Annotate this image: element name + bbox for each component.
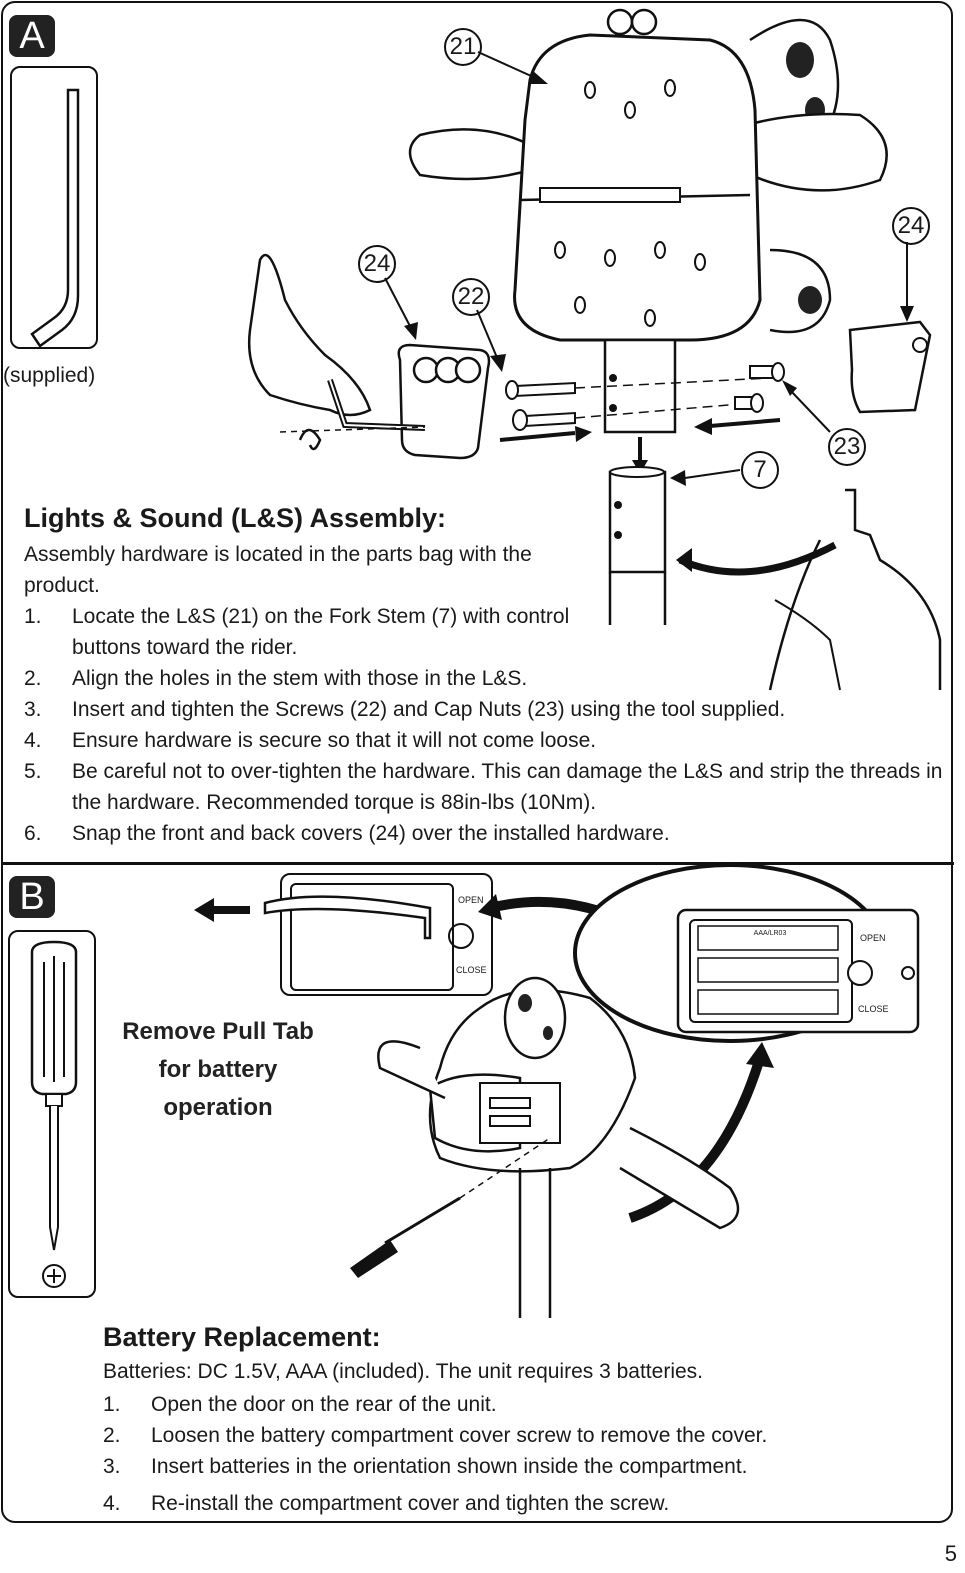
list-item: 3. Insert and tighten the Screws (22) and Cap Nuts (23) using the tool supplied. bbox=[24, 698, 786, 721]
list-item: 3. Insert batteries in the orientation shown inside the compartment. bbox=[103, 1455, 748, 1478]
compartment-open-label: OPEN bbox=[860, 933, 886, 943]
section-b-badge: B bbox=[9, 876, 55, 918]
door-open-label: OPEN bbox=[458, 895, 484, 905]
list-item: 4. Re-install the compartment cover and tighten the screw. bbox=[103, 1492, 670, 1515]
battery-label: AAA/LR03 bbox=[753, 930, 787, 937]
list-item: 2. Loosen the battery compartment cover screw to remove the cover. bbox=[103, 1424, 768, 1447]
allen-key-box bbox=[10, 66, 98, 349]
list-item: 1. Locate the L&S (21) on the Fork Stem (7) with control buttons toward the rider. bbox=[24, 605, 570, 659]
section-b-intro: Batteries: DC 1.5V, AAA (included). The unit requires 3 batteries. bbox=[103, 1360, 703, 1383]
list-item: 2. Align the holes in the stem with those in the L&S. bbox=[24, 667, 528, 690]
section-divider bbox=[1, 862, 954, 865]
section-a-badge: A bbox=[9, 15, 55, 57]
part-label-24-right: 24 bbox=[892, 207, 930, 245]
part-label-7: 7 bbox=[741, 451, 779, 489]
allen-key-icon bbox=[12, 68, 100, 351]
tool-caption: (supplied) bbox=[3, 364, 96, 387]
battery-labels bbox=[750, 930, 790, 962]
part-label-24-left: 24 bbox=[358, 245, 396, 283]
section-a-intro: Assembly hardware is located in the parts bag with the product. bbox=[24, 543, 532, 597]
screwdriver-box bbox=[8, 930, 96, 1298]
part-label-23: 23 bbox=[828, 428, 866, 466]
part-label-21: 21 bbox=[444, 28, 482, 66]
door-close-label: CLOSE bbox=[456, 965, 487, 975]
page-number: 5 bbox=[944, 1541, 957, 1566]
section-a-heading: Lights & Sound (L&S) Assembly: bbox=[24, 503, 447, 533]
list-item: 4. Ensure hardware is secure so that it will not come loose. bbox=[24, 729, 597, 752]
part-label-22: 22 bbox=[452, 278, 490, 316]
remove-pull-tab-callout: Remove Pull Tab for battery operation bbox=[122, 1018, 314, 1121]
list-item: 1. Open the door on the rear of the unit. bbox=[103, 1393, 497, 1416]
compartment-close-label: CLOSE bbox=[858, 1004, 889, 1014]
phillips-screwdriver-icon bbox=[10, 932, 98, 1300]
section-b-heading: Battery Replacement: bbox=[103, 1322, 381, 1352]
section-b-steps bbox=[103, 1389, 933, 1519]
list-item: 5. Be careful not to over-tighten the hardware. This can damage the L&S and strip the threads in the hardware. Recommended torque is 88in-lbs (10Nm). bbox=[24, 760, 943, 814]
section-a-steps bbox=[24, 601, 944, 849]
list-item: 6. Snap the front and back covers (24) over the installed hardware. bbox=[24, 822, 670, 845]
